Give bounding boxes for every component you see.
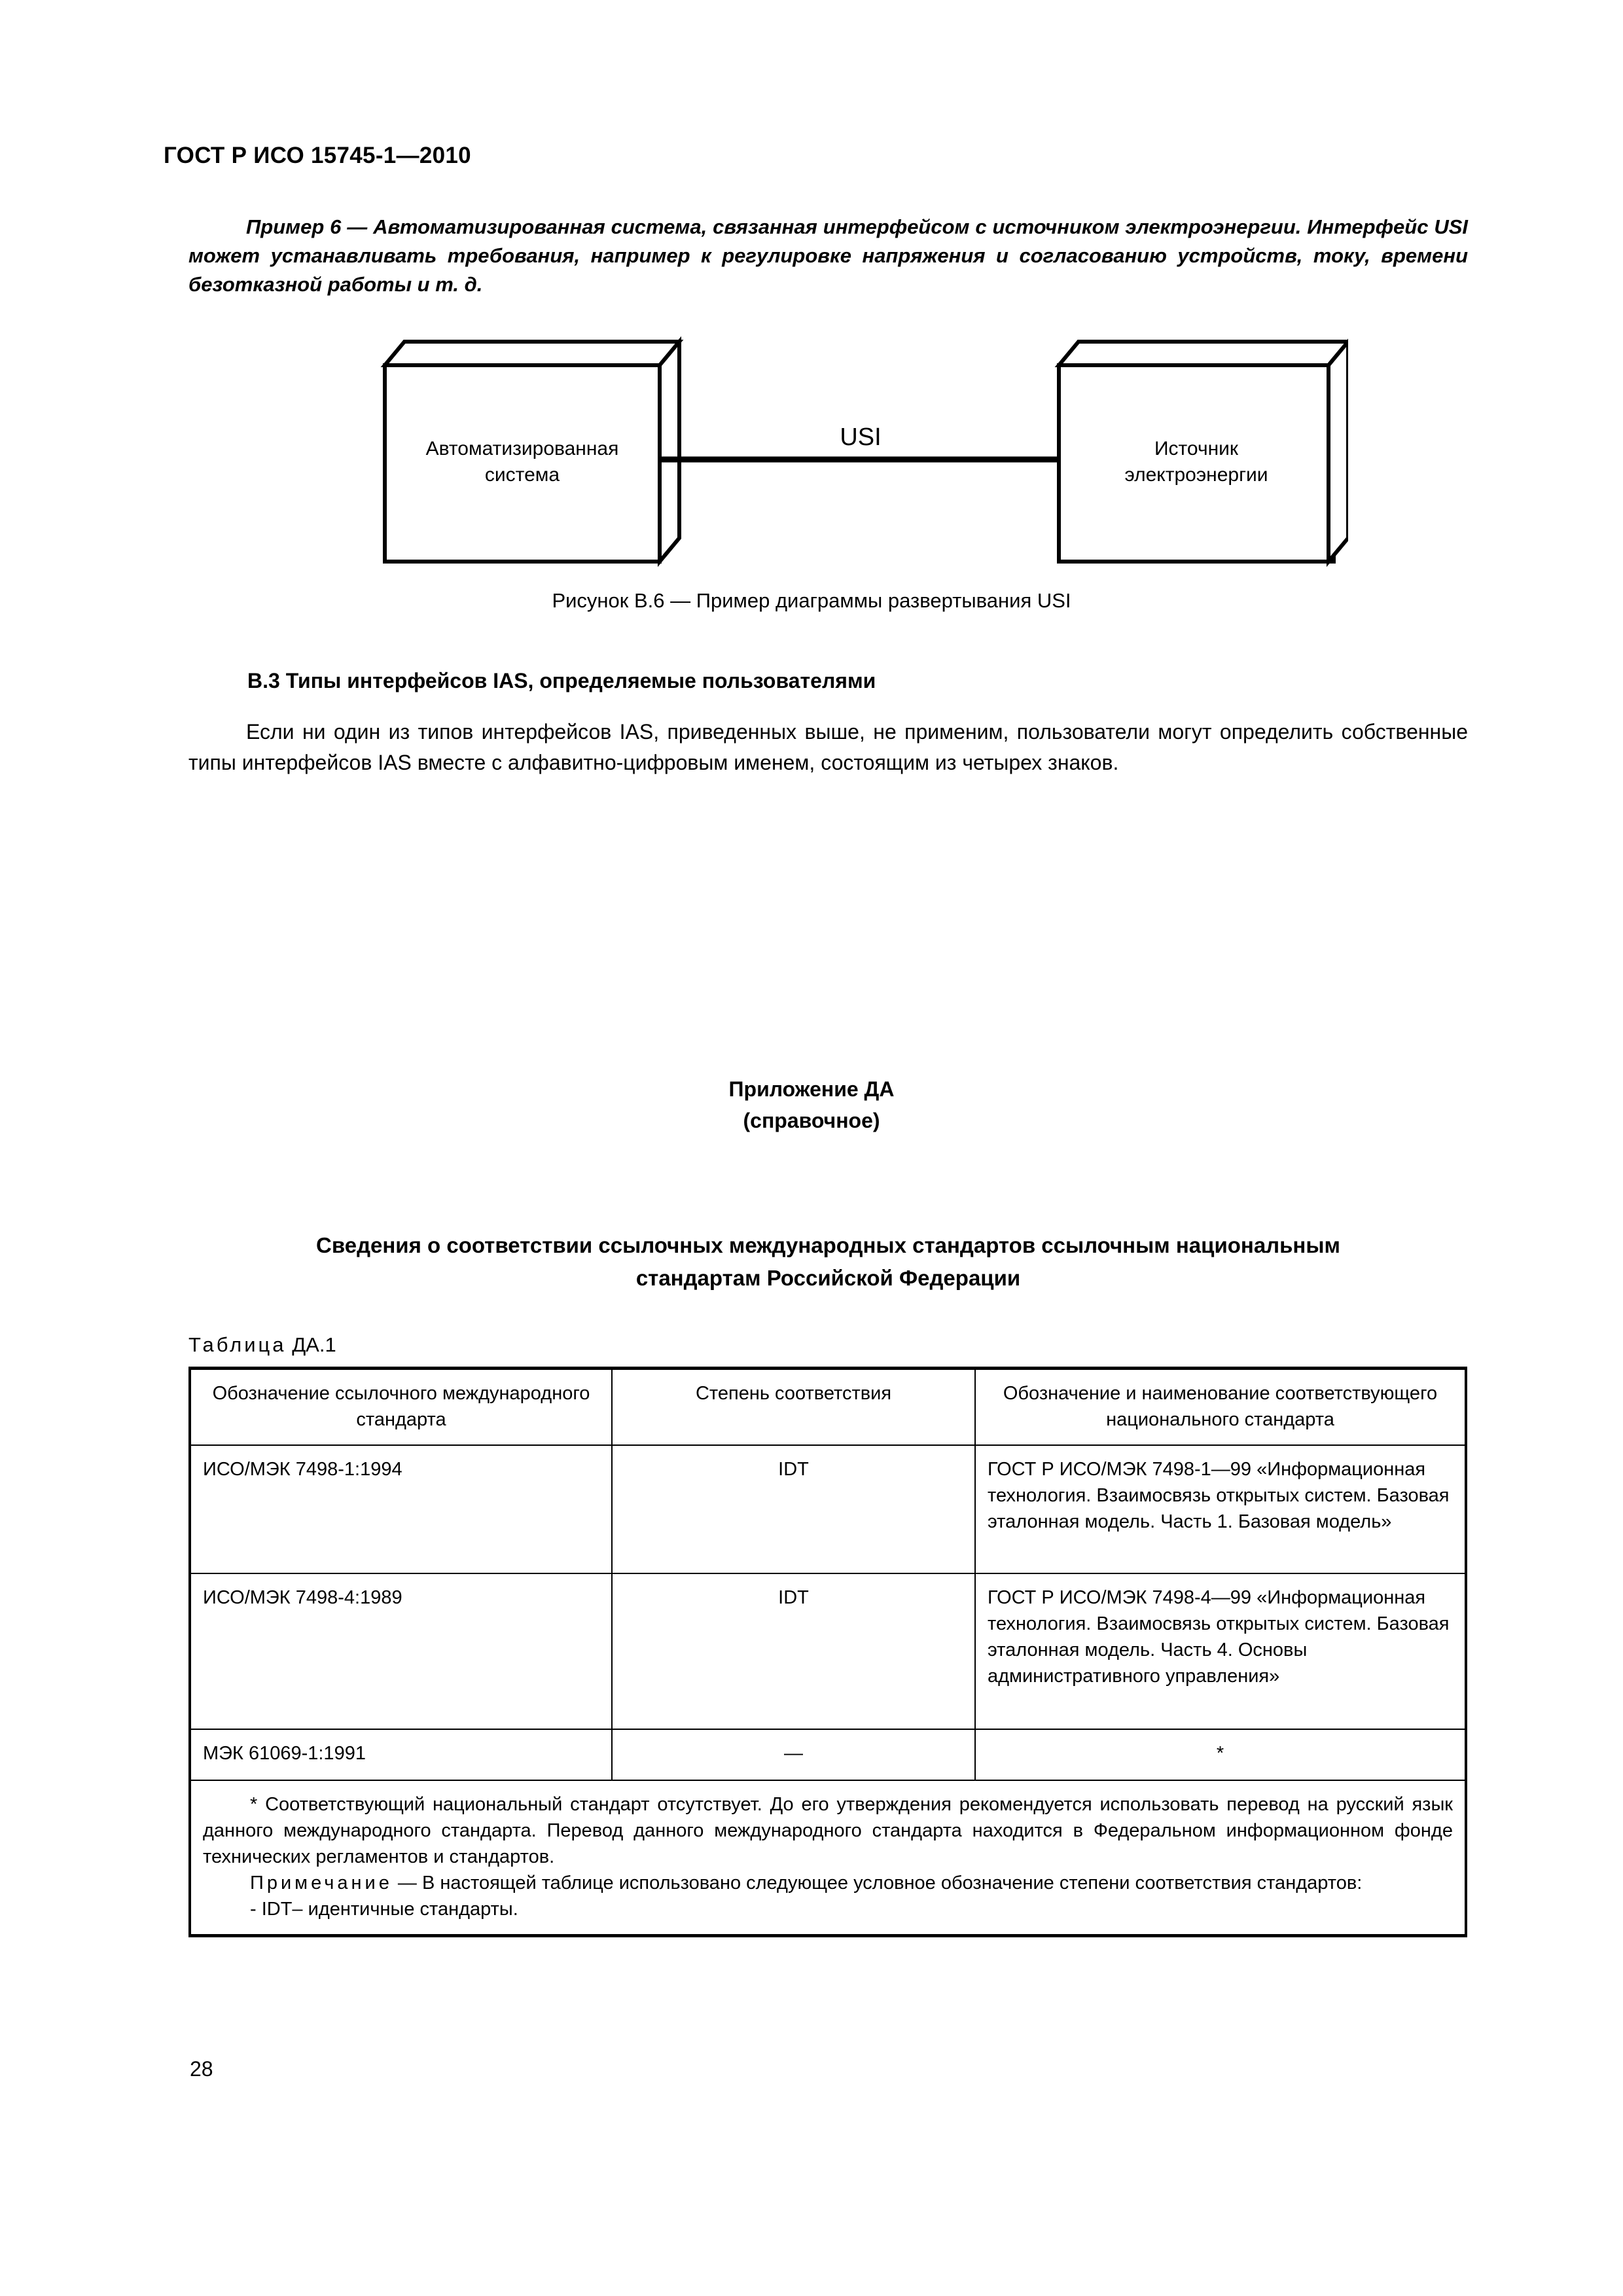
annex-subject-line2: стандартам Российской Федерации bbox=[635, 1266, 1021, 1290]
annex-subtitle: (справочное) bbox=[743, 1109, 880, 1132]
table-footnote-cell bbox=[190, 1780, 1466, 1936]
footnote-idt-line: - IDT– идентичные стандарты. bbox=[250, 1899, 518, 1920]
annex-title: Приложение ДА bbox=[728, 1077, 895, 1101]
table-cell-degree: IDT bbox=[612, 1573, 975, 1729]
figure-usi-deployment-diagram bbox=[353, 321, 1348, 576]
right-box-label-line2: электроэнергии bbox=[1124, 464, 1268, 486]
table-cell-degree: IDT bbox=[612, 1445, 975, 1573]
annex-subject-line1: Сведения о соответствии ссылочных международных стандартов ссылочным национальным bbox=[316, 1233, 1340, 1257]
table-caption-prefix: Таблица bbox=[188, 1333, 287, 1356]
table-caption bbox=[188, 1333, 336, 1357]
left-box-label-line1: Автоматизированная bbox=[425, 438, 619, 459]
reference-standards-table bbox=[188, 1367, 1467, 1937]
figure-caption: Рисунок В.6 — Пример диаграммы развертывания USI bbox=[552, 589, 1071, 612]
right-box-label-line1: Источник bbox=[1154, 438, 1239, 459]
table-row bbox=[190, 1445, 1466, 1573]
example-paragraph: Пример 6 — Автоматизированная система, связанная интерфейсом с источником электроэнергии. Интерфейс USI может устанавливать требования, например к регулировке напряжения и согласованию устройств, току, времени безотказной работы и т. д. bbox=[188, 215, 1468, 296]
table-cell-standard: МЭК 61069-1:1991 bbox=[190, 1729, 612, 1780]
table-header-cell-standard: Обозначение ссылочного международного стандарта bbox=[190, 1369, 612, 1446]
table-cell-national: * bbox=[975, 1729, 1466, 1780]
annex-title-block bbox=[0, 1073, 1623, 1136]
usi-connector-label: USI bbox=[840, 423, 882, 451]
table-header-cell-degree: Степень соответствия bbox=[612, 1369, 975, 1446]
annex-subject-heading bbox=[188, 1229, 1468, 1295]
section-heading-b3: В.3 Типы интерфейсов IAS, определяемые пользователями bbox=[247, 669, 876, 692]
table-cell-standard: ИСО/МЭК 7498-1:1994 bbox=[190, 1445, 612, 1573]
table-cell-degree: — bbox=[612, 1729, 975, 1780]
footnote-star-text: * Соответствующий национальный стандарт отсутствует. До его утверждения рекомендуется использовать перевод на русский язык данного международного стандарта. Перевод данного международного стандарта находится в Федеральном информационном фонде технических регламентов и стандартов. bbox=[203, 1794, 1453, 1867]
table-header-row bbox=[190, 1369, 1466, 1446]
table-header-cell-national: Обозначение и наименование соответствующего национального стандарта bbox=[975, 1369, 1466, 1446]
left-box-label-line2: система bbox=[484, 464, 560, 486]
table-cell-standard: ИСО/МЭК 7498-4:1989 bbox=[190, 1573, 612, 1729]
footnote-note-text: — В настоящей таблице использовано следующее условное обозначение степени соответствия стандартов: bbox=[392, 1873, 1363, 1893]
footnote-note-label: Примечание bbox=[250, 1873, 393, 1893]
table-cell-national: ГОСТ Р ИСО/МЭК 7498-1—99 «Информационная технология. Взаимосвязь открытых систем. Базовая эталонная модель. Часть 1. Базовая модель» bbox=[975, 1445, 1466, 1573]
table-row bbox=[190, 1729, 1466, 1780]
table-footnote-row bbox=[190, 1780, 1466, 1936]
table-row bbox=[190, 1573, 1466, 1729]
table-cell-national: ГОСТ Р ИСО/МЭК 7498-4—99 «Информационная технология. Взаимосвязь открытых систем. Базовая эталонная модель. Часть 4. Основы административного управления» bbox=[975, 1573, 1466, 1729]
table-caption-number: ДА.1 bbox=[292, 1333, 336, 1356]
document-header: ГОСТ Р ИСО 15745-1—2010 bbox=[164, 143, 471, 168]
page-number: 28 bbox=[190, 2057, 213, 2081]
footnote-note-paragraph bbox=[203, 1870, 1453, 1896]
section-paragraph-b3: Если ни один из типов интерфейсов IAS, приведенных выше, не применим, пользователи могут определить собственные типы интерфейсов IAS вместе с алфавитно-цифровым именем, состоящим из четырех знаков. bbox=[188, 720, 1468, 774]
